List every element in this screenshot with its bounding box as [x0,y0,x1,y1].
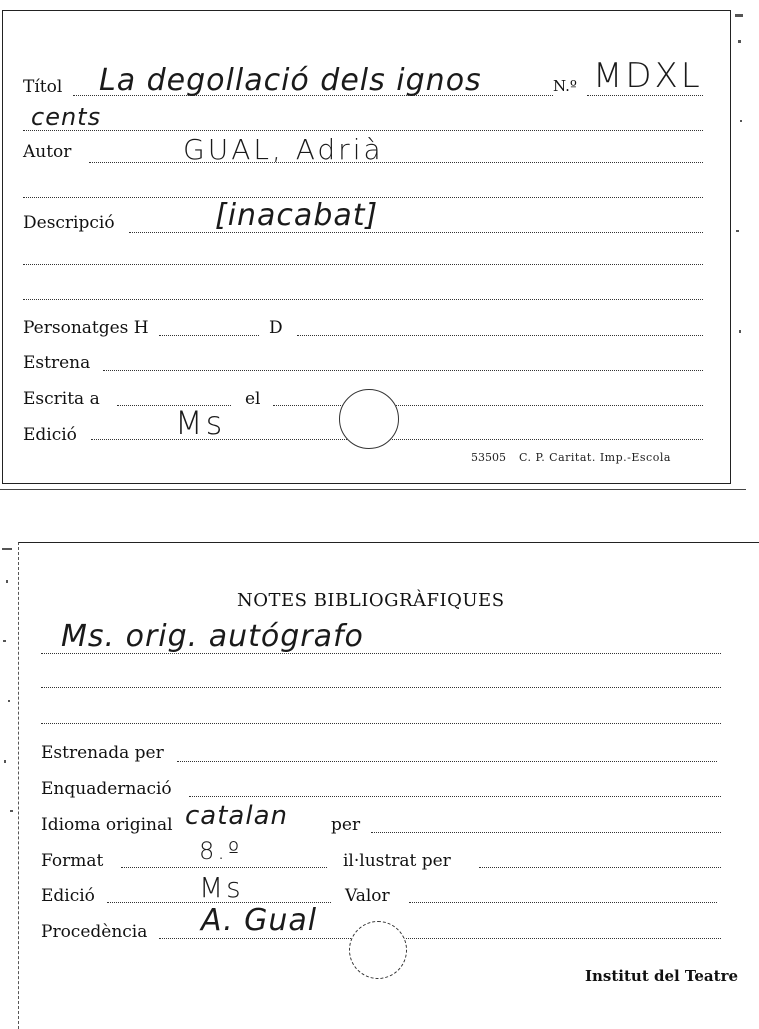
stamp-circle [339,389,399,449]
written-date-dotted-line [273,405,703,406]
written-label: Escrita a [23,389,100,409]
binding-dotted-line [189,796,721,797]
number-label: N.º [553,77,577,95]
value-dotted-line [409,902,717,903]
provenance-handwritten-value: A. Gual [201,903,318,938]
notes-dotted-line-3 [41,723,721,724]
binding-label: Enquadernació [41,779,172,799]
back-edition-handwritten-value: Ms [199,871,244,904]
title-continuation-value: cents [31,103,102,131]
back-catalog-card [18,542,759,1029]
scan-speck [740,120,742,122]
notes-dotted-line-2 [41,687,721,688]
original-language-label: Idioma original [41,815,173,835]
written-el-label: el [245,389,261,409]
scan-speck [739,330,741,333]
language-per-label: per [331,815,361,835]
scan-speck [735,14,743,17]
format-handwritten-value: 8.º [199,837,243,865]
card-edge-line [0,489,746,490]
title-handwritten-value: La degollació dels ignos [99,63,482,98]
characters-h-dotted-line [159,335,259,336]
characters-d-label: D [269,318,283,338]
stamp-circle-dashed [349,921,407,979]
scan-speck [10,810,13,812]
characters-d-dotted-line [297,335,703,336]
scan-speck [2,548,12,550]
premiered-by-dotted-line [177,761,717,762]
notes-heading: NOTES BIBLIOGRÀFIQUES [237,590,505,611]
blank-dotted-line-2 [23,264,703,265]
scan-speck [6,580,8,583]
printer-imprint: C. P. Caritat. Imp.-Escola [519,451,671,464]
description-handwritten-value: [inacabat] [215,198,379,233]
premiere-label: Estrena [23,353,91,373]
printer-number: 53505 [471,451,506,464]
edition-label: Edició [23,425,77,445]
value-label: Valor [345,886,390,906]
author-dotted-line [89,162,703,163]
notes-handwritten-value: Ms. orig. autógrafo [61,619,364,654]
premiere-dotted-line [103,370,703,371]
scan-speck [736,230,739,232]
title-continuation-dotted-line [23,130,703,131]
illustrated-by-label: il·lustrat per [343,851,451,871]
provenance-dotted-line [159,938,721,939]
front-catalog-card [2,10,731,484]
language-per-dotted-line [371,832,721,833]
scan-speck [738,40,741,43]
blank-dotted-line-3 [23,299,703,300]
original-language-handwritten-value: catalan [185,801,288,831]
number-handwritten-value: MDXL [593,56,703,96]
format-label: Format [41,851,104,871]
edition-handwritten-value: Ms [175,404,226,442]
title-label: Títol [23,77,63,97]
premiered-by-label: Estrenada per [41,743,164,763]
scan-speck [3,640,6,642]
scan-speck [8,700,10,702]
scan-speck [4,760,6,763]
format-dotted-line [121,867,327,868]
author-handwritten-value: GUAL, Adrià [183,133,384,166]
provenance-label: Procedència [41,922,148,942]
illustrated-by-dotted-line [479,867,721,868]
institution-name: Institut del Teatre [585,967,739,985]
author-label: Autor [23,142,72,162]
back-edition-label: Edició [41,886,95,906]
characters-label: Personatges H [23,318,149,338]
description-label: Descripció [23,213,115,233]
